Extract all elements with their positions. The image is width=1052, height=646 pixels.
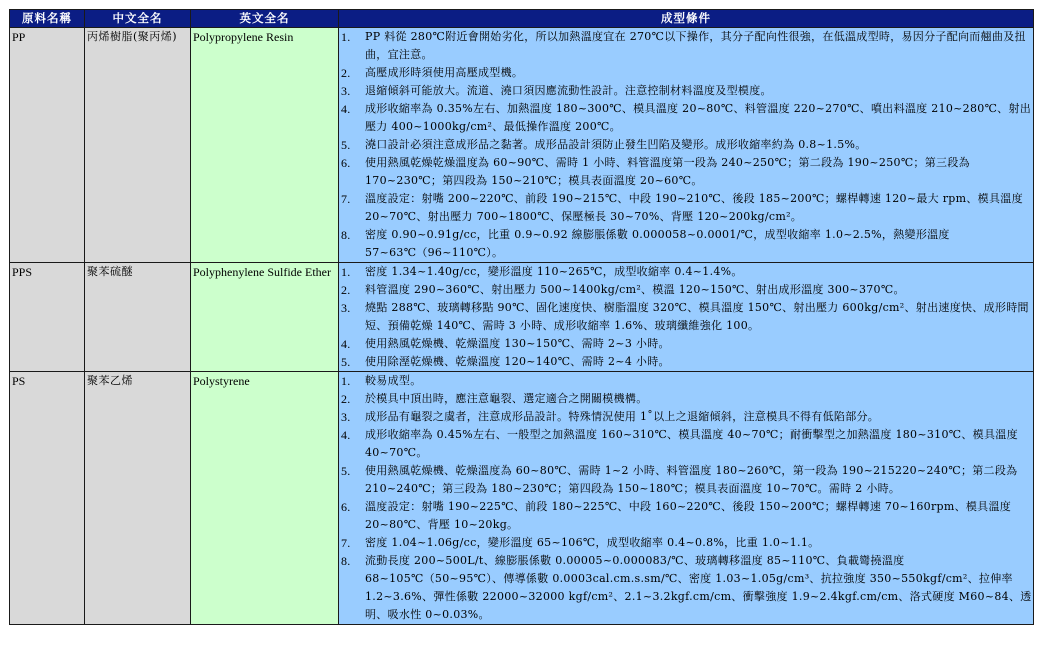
item-number: 8. [341,228,351,242]
item-number: 2. [341,392,351,406]
item-number: 1. [341,374,351,388]
item-number: 4. [341,102,351,116]
header-molding-conditions: 成型條件 [339,10,1034,28]
condition-item [339,281,1032,299]
header-chinese-name: 中文全名 [85,10,191,28]
english-name: Polyphenylene Sulfide Ether [191,263,339,372]
table-row-ps [10,372,1034,625]
item-number: 3. [341,84,351,98]
item-text: 成形收縮率為 0.35%左右、加熱溫度 180~300℃、模具溫度 20~80℃、料管溫度 220~270℃、噴出料溫度 210~280℃、射出壓力 400~1000kg/cm²、最低操作溫度 200℃。 [365,102,1032,133]
condition-item [339,335,1032,353]
table-row-pp [10,28,1034,263]
condition-list [339,263,1032,371]
item-number: 5. [341,355,351,369]
item-text: 密度 0.90~0.91g/cc，比重 0.9~0.92 線膨脹係數 0.000058~0.0001/℃，成型收縮率 1.0~2.5%，熱變形溫度 57~63℃（96~110℃）。 [365,228,950,259]
condition-item [339,462,1032,498]
item-number: 7. [341,192,351,206]
item-text: 成形品有龜裂之虞者，注意成形品設計。特殊情況使用 1˚以上之退縮傾斜，注意模具不得有低陷部分。 [365,410,880,423]
item-text: 使用熱風乾燥乾燥溫度為 60~90℃、需時 1 小時、料管溫度第一段為 240~250℃；第二段為 190~250℃；第三段為 170~230℃；第四段為 150~210℃；模具表面溫度 20~60℃。 [365,156,970,187]
item-text: 澆口設計必須注意成形品之黏著。成形品設計須防止發生凹陷及變形。成形收縮率約為 0.8~1.5%。 [365,138,867,151]
condition-item [339,154,1032,190]
item-text: PP 料從 280℃附近會開始劣化，所以加熱溫度宜在 270℃以下操作，其分子配向性很強，在低溫成型時，易因分子配向而翹曲及扭曲，宜注意。 [365,30,1026,61]
item-number: 6. [341,156,351,170]
item-text: 密度 1.04~1.06g/cc，變形溫度 65~106℃，成型收縮率 0.4~0.8%，比重 1.0~1.1。 [365,536,820,549]
item-number: 2. [341,66,351,80]
header-material-code: 原料名稱 [10,10,85,28]
condition-item [339,100,1032,136]
item-text: 高壓成形時須使用高壓成型機。 [365,66,524,79]
condition-item [339,28,1032,64]
condition-item [339,226,1032,262]
condition-item [339,498,1032,534]
item-number: 1. [341,30,351,44]
item-number: 4. [341,428,351,442]
header-english-name: 英文全名 [191,10,339,28]
item-number: 4. [341,337,351,351]
material-code: PP [10,28,85,263]
item-text: 使用熱風乾燥機、乾燥溫度 130~150℃、需時 2~3 小時。 [365,337,670,350]
chinese-name: 聚苯乙烯 [85,372,191,625]
item-text: 較易成型。 [365,374,422,387]
english-name: Polystyrene [191,372,339,625]
table-header-row [10,10,1034,28]
item-text: 使用除溼乾燥機、乾燥溫度 120~140℃、需時 2~4 小時。 [365,355,670,368]
item-text: 料管溫度 290~360℃、射出壓力 500~1400kg/cm²、模溫 120~150℃、射出成形溫度 300~370℃。 [365,283,905,296]
item-text: 成形收縮率為 0.45%左右、一般型之加熱溫度 160~310℃、模具溫度 40~70℃；耐衝擊型之加熱溫度 180~310℃、模具溫度 40~70℃。 [365,428,1018,459]
item-number: 8. [341,554,351,568]
material-code: PPS [10,263,85,372]
molding-conditions [339,372,1034,625]
chinese-name: 丙烯樹脂(聚丙烯) [85,28,191,263]
condition-item [339,408,1032,426]
material-table-container [9,9,1033,625]
condition-item [339,136,1032,154]
item-text: 燒點 288℃、玻璃轉移點 90℃、固化速度快、樹脂溫度 320℃、模具溫度 150℃、射出壓力 600kg/cm²、射出速度快、成形時間短、預備乾燥 140℃、需時 3 小時、成形收縮率 1.6%、玻璃纖維強化 100。 [365,301,1029,332]
item-number: 5. [341,138,351,152]
condition-list [339,372,1032,624]
condition-list [339,28,1032,262]
item-number: 7. [341,536,351,550]
molding-conditions [339,28,1034,263]
chinese-name: 聚苯硫醚 [85,263,191,372]
condition-item [339,353,1032,371]
condition-item [339,82,1032,100]
condition-item [339,426,1032,462]
item-text: 溫度設定：射嘴 200~220℃、前段 190~215℃、中段 190~210℃、後段 185~200℃；螺桿轉速 120~最大 rpm、模具溫度 20~70℃、射出壓力 700~1800℃、保壓極長 30~70%、背壓 120~200kg/cm²。 [365,192,1023,223]
molding-conditions [339,263,1034,372]
item-text: 退縮傾斜可能放大。流道、澆口須因應流動性設計。注意控制材料溫度及型模度。 [365,84,772,97]
table-row-pps [10,263,1034,372]
condition-item [339,390,1032,408]
item-number: 1. [341,265,351,279]
item-text: 於模具中頂出時，應注意龜裂、選定適合之開關模機構。 [365,392,648,405]
item-number: 5. [341,464,351,478]
condition-item [339,372,1032,390]
english-name: Polypropylene Resin [191,28,339,263]
condition-item [339,64,1032,82]
molding-conditions-table [9,9,1034,625]
item-text: 流動長度 200~500L/t、線膨脹係數 0.00005~0.000083/℃、玻璃轉移溫度 85~110℃、負載彎撓溫度 68~105℃（50~95℃）、傳導係數 0.0003cal.cm.s.sm/℃、密度 1.03~1.05g/cm³、抗拉強度 350~550kgf/cm²、拉伸率 1.2~3.6%、彈性係數 22000~32000 kgf/cm²、2.1~3.2kgf.cm/cm、衝擊強度 1.9~2.4kgf.cm/cm、洛式硬度 M60~84、透明、吸水性 0~0.03%。 [365,554,1032,621]
material-code: PS [10,372,85,625]
condition-item [339,263,1032,281]
item-number: 2. [341,283,351,297]
condition-item [339,552,1032,624]
item-text: 密度 1.34~1.40g/cc，變形溫度 110~265℃，成型收縮率 0.4~1.4%。 [365,265,743,278]
item-number: 3. [341,301,351,315]
item-text: 溫度設定：射嘴 190~225℃、前段 180~225℃、中段 160~220℃、後段 150~200℃；螺桿轉速 70~160rpm、模具溫度 20~80℃、背壓 10~20kg。 [365,500,1012,531]
condition-item [339,534,1032,552]
item-text: 使用熱風乾燥機、乾燥溫度為 60~80℃、需時 1~2 小時、料管溫度 180~260℃，第一段為 190~215220~240℃；第二段為 210~240℃；第三段為 180~230℃；第四段為 150~180℃；模具表面溫度 10~70℃。需時 2 小時。 [365,464,1018,495]
condition-item [339,190,1032,226]
item-number: 6. [341,500,351,514]
condition-item [339,299,1032,335]
item-number: 3. [341,410,351,424]
